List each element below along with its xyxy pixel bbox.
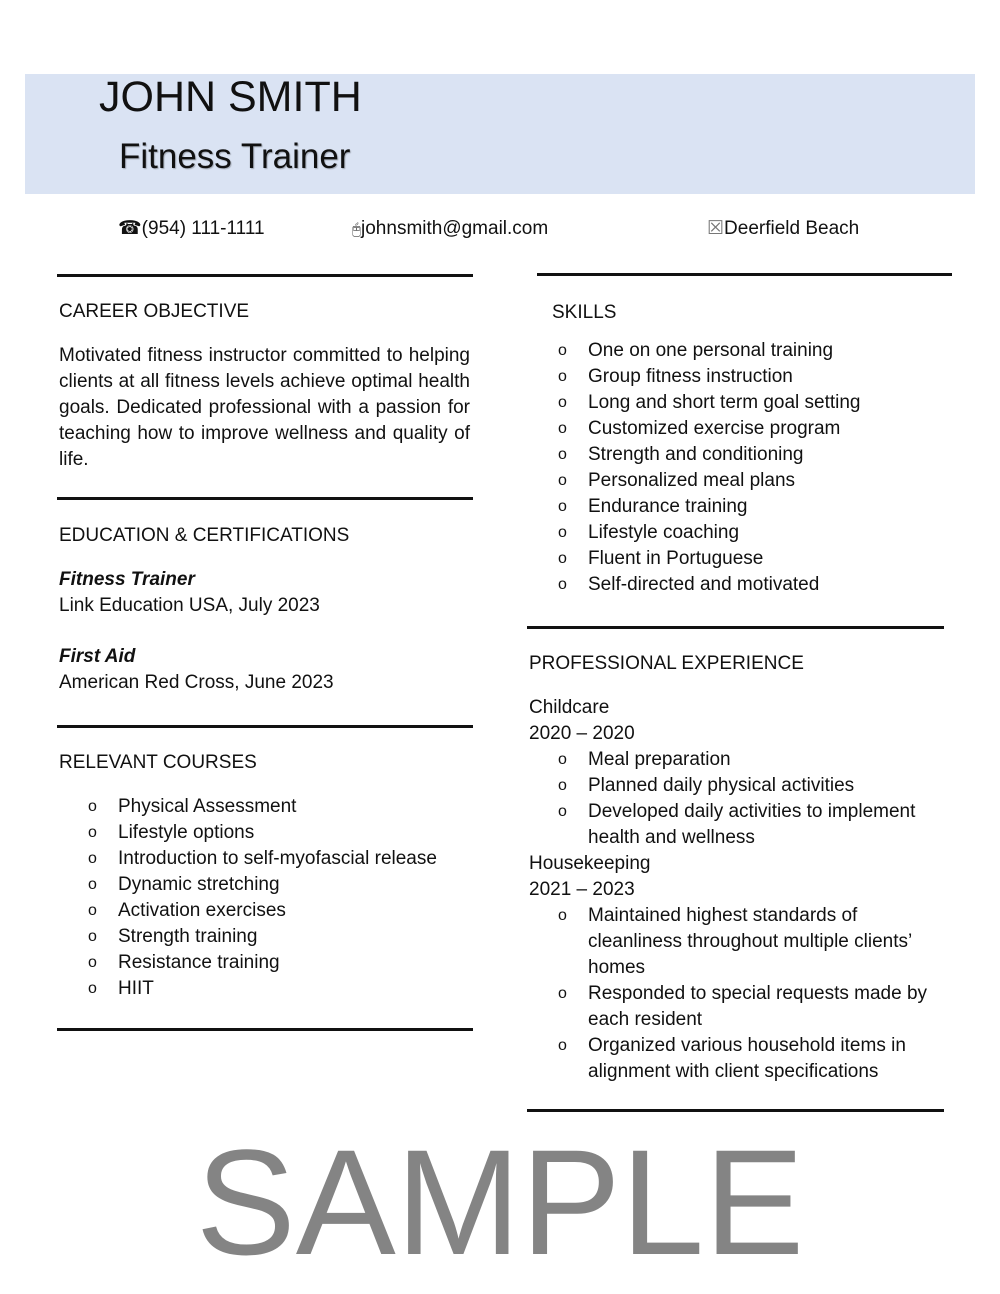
career-objective-heading: CAREER OBJECTIVE — [59, 301, 250, 322]
list-item — [57, 794, 477, 820]
experience-heading: PROFESSIONAL EXPERIENCE — [529, 653, 804, 674]
divider — [57, 497, 473, 500]
candidate-name: JOHN SMITH — [99, 73, 362, 121]
education-heading: EDUCATION & CERTIFICATIONS — [59, 525, 350, 546]
skills-heading: SKILLS — [552, 302, 617, 323]
list-item — [529, 572, 949, 598]
bullet-icon: o — [558, 907, 567, 924]
list-item-text: HIIT — [118, 978, 154, 999]
list-item — [529, 364, 949, 390]
divider — [57, 274, 473, 277]
bullet-icon: o — [558, 498, 567, 515]
bullet-icon: o — [88, 850, 97, 867]
career-objective-text: Motivated fitness instructor committed to helping clients at all fitness levels achieve optimal health goals. Dedicated professional with a passion for teaching how to improve wellness and quality of life. — [59, 345, 470, 470]
list-item — [529, 468, 949, 494]
experience-list — [529, 695, 944, 1085]
list-item-text: Planned daily physical activities — [588, 775, 855, 796]
entry-detail: American Red Cross, June 2023 — [59, 672, 334, 693]
bullet-icon: o — [558, 985, 567, 1002]
job-entry — [529, 851, 944, 1085]
bullet-icon: o — [558, 342, 567, 359]
bullet-icon: o — [558, 368, 567, 385]
list-item-text: Self-directed and motivated — [588, 574, 820, 595]
job-title: Childcare — [529, 697, 610, 718]
job-dates: 2021 – 2023 — [529, 879, 635, 900]
envelope-icon: ☒ — [707, 218, 725, 239]
list-item-text: Responded to special requests made by each resident — [588, 983, 928, 1030]
list-item-text: Lifestyle coaching — [588, 522, 740, 543]
bullet-icon: o — [88, 798, 97, 815]
list-item-text: Strength training — [118, 926, 258, 947]
candidate-title: Fitness Trainer — [119, 137, 351, 176]
bullet-icon: o — [558, 472, 567, 489]
courses-heading: RELEVANT COURSES — [59, 752, 257, 773]
list-item-text: Organized various household items in alignment with client specifications — [588, 1035, 906, 1082]
list-item — [57, 950, 477, 976]
divider — [57, 725, 473, 728]
contact-phone — [118, 217, 265, 241]
list-item — [529, 981, 944, 1033]
list-item-text: Dynamic stretching — [118, 874, 280, 895]
bullet-icon: o — [558, 550, 567, 567]
list-item — [57, 898, 477, 924]
list-item — [529, 546, 949, 572]
list-item-text: Physical Assessment — [118, 796, 297, 817]
bullet-icon: o — [558, 1037, 567, 1054]
list-item-text: Endurance training — [588, 496, 748, 517]
contact-email — [352, 217, 548, 242]
list-item — [57, 924, 477, 950]
divider — [527, 626, 944, 629]
list-item — [57, 976, 477, 1002]
job-entry — [529, 695, 944, 851]
phone-icon: ☎ — [118, 218, 142, 239]
list-item — [529, 903, 944, 981]
education-entry — [59, 644, 334, 696]
divider — [57, 1028, 473, 1031]
list-item-text: Customized exercise program — [588, 418, 841, 439]
bullet-icon: o — [88, 902, 97, 919]
list-item — [529, 520, 949, 546]
list-item-text: Personalized meal plans — [588, 470, 796, 491]
bullet-icon: o — [88, 824, 97, 841]
bullet-icon: o — [88, 928, 97, 945]
bullet-icon: o — [558, 576, 567, 593]
list-item-text: Lifestyle options — [118, 822, 255, 843]
bullet-icon: o — [88, 954, 97, 971]
list-item-text: One on one personal training — [588, 340, 834, 361]
list-item — [529, 773, 944, 799]
courses-list — [57, 794, 477, 1002]
job-dates: 2020 – 2020 — [529, 723, 635, 744]
list-item — [529, 338, 949, 364]
job-title: Housekeeping — [529, 853, 651, 874]
list-item-text: Maintained highest standards of cleanliness throughout multiple clients’ homes — [588, 905, 912, 978]
bullet-icon: o — [88, 876, 97, 893]
bullet-icon: o — [558, 751, 567, 768]
entry-detail: Link Education USA, July 2023 — [59, 595, 320, 616]
divider — [537, 273, 952, 276]
list-item — [529, 1033, 944, 1085]
skills-list — [529, 338, 949, 598]
list-item-text: Long and short term goal setting — [588, 392, 861, 413]
bullet-icon: o — [558, 524, 567, 541]
list-item — [529, 416, 949, 442]
contact-location — [707, 217, 859, 241]
sample-watermark: SAMPLE — [195, 1118, 805, 1286]
bullet-icon: o — [558, 420, 567, 437]
list-item — [529, 442, 949, 468]
bullet-icon: o — [558, 394, 567, 411]
list-item-text: Meal preparation — [588, 749, 731, 770]
list-item-text: Group fitness instruction — [588, 366, 793, 387]
list-item — [57, 872, 477, 898]
bullet-icon: o — [558, 803, 567, 820]
divider — [527, 1109, 944, 1112]
bullet-icon: o — [558, 446, 567, 463]
bullet-icon: o — [558, 777, 567, 794]
list-item — [529, 390, 949, 416]
list-item — [529, 747, 944, 773]
entry-title: Fitness Trainer — [59, 569, 195, 590]
list-item-text: Activation exercises — [118, 900, 286, 921]
list-item — [57, 846, 477, 872]
phone-text: (954) 111-1111 — [141, 218, 265, 239]
education-entry — [59, 567, 320, 619]
entry-title: First Aid — [59, 646, 136, 667]
email-text: johnsmith@gmail.com — [361, 218, 549, 239]
list-item — [529, 494, 949, 520]
list-item-text: Strength and conditioning — [588, 444, 804, 465]
list-item — [57, 820, 477, 846]
list-item-text: Fluent in Portuguese — [588, 548, 764, 569]
list-item — [529, 799, 944, 851]
list-item-text: Resistance training — [118, 952, 280, 973]
list-item-text: Developed daily activities to implement health and wellness — [588, 801, 916, 848]
list-item-text: Introduction to self-myofascial release — [118, 848, 437, 869]
location-text: Deerfield Beach — [724, 218, 860, 239]
bullet-icon: o — [88, 980, 97, 997]
mouse-icon: 🖰 — [352, 221, 362, 238]
